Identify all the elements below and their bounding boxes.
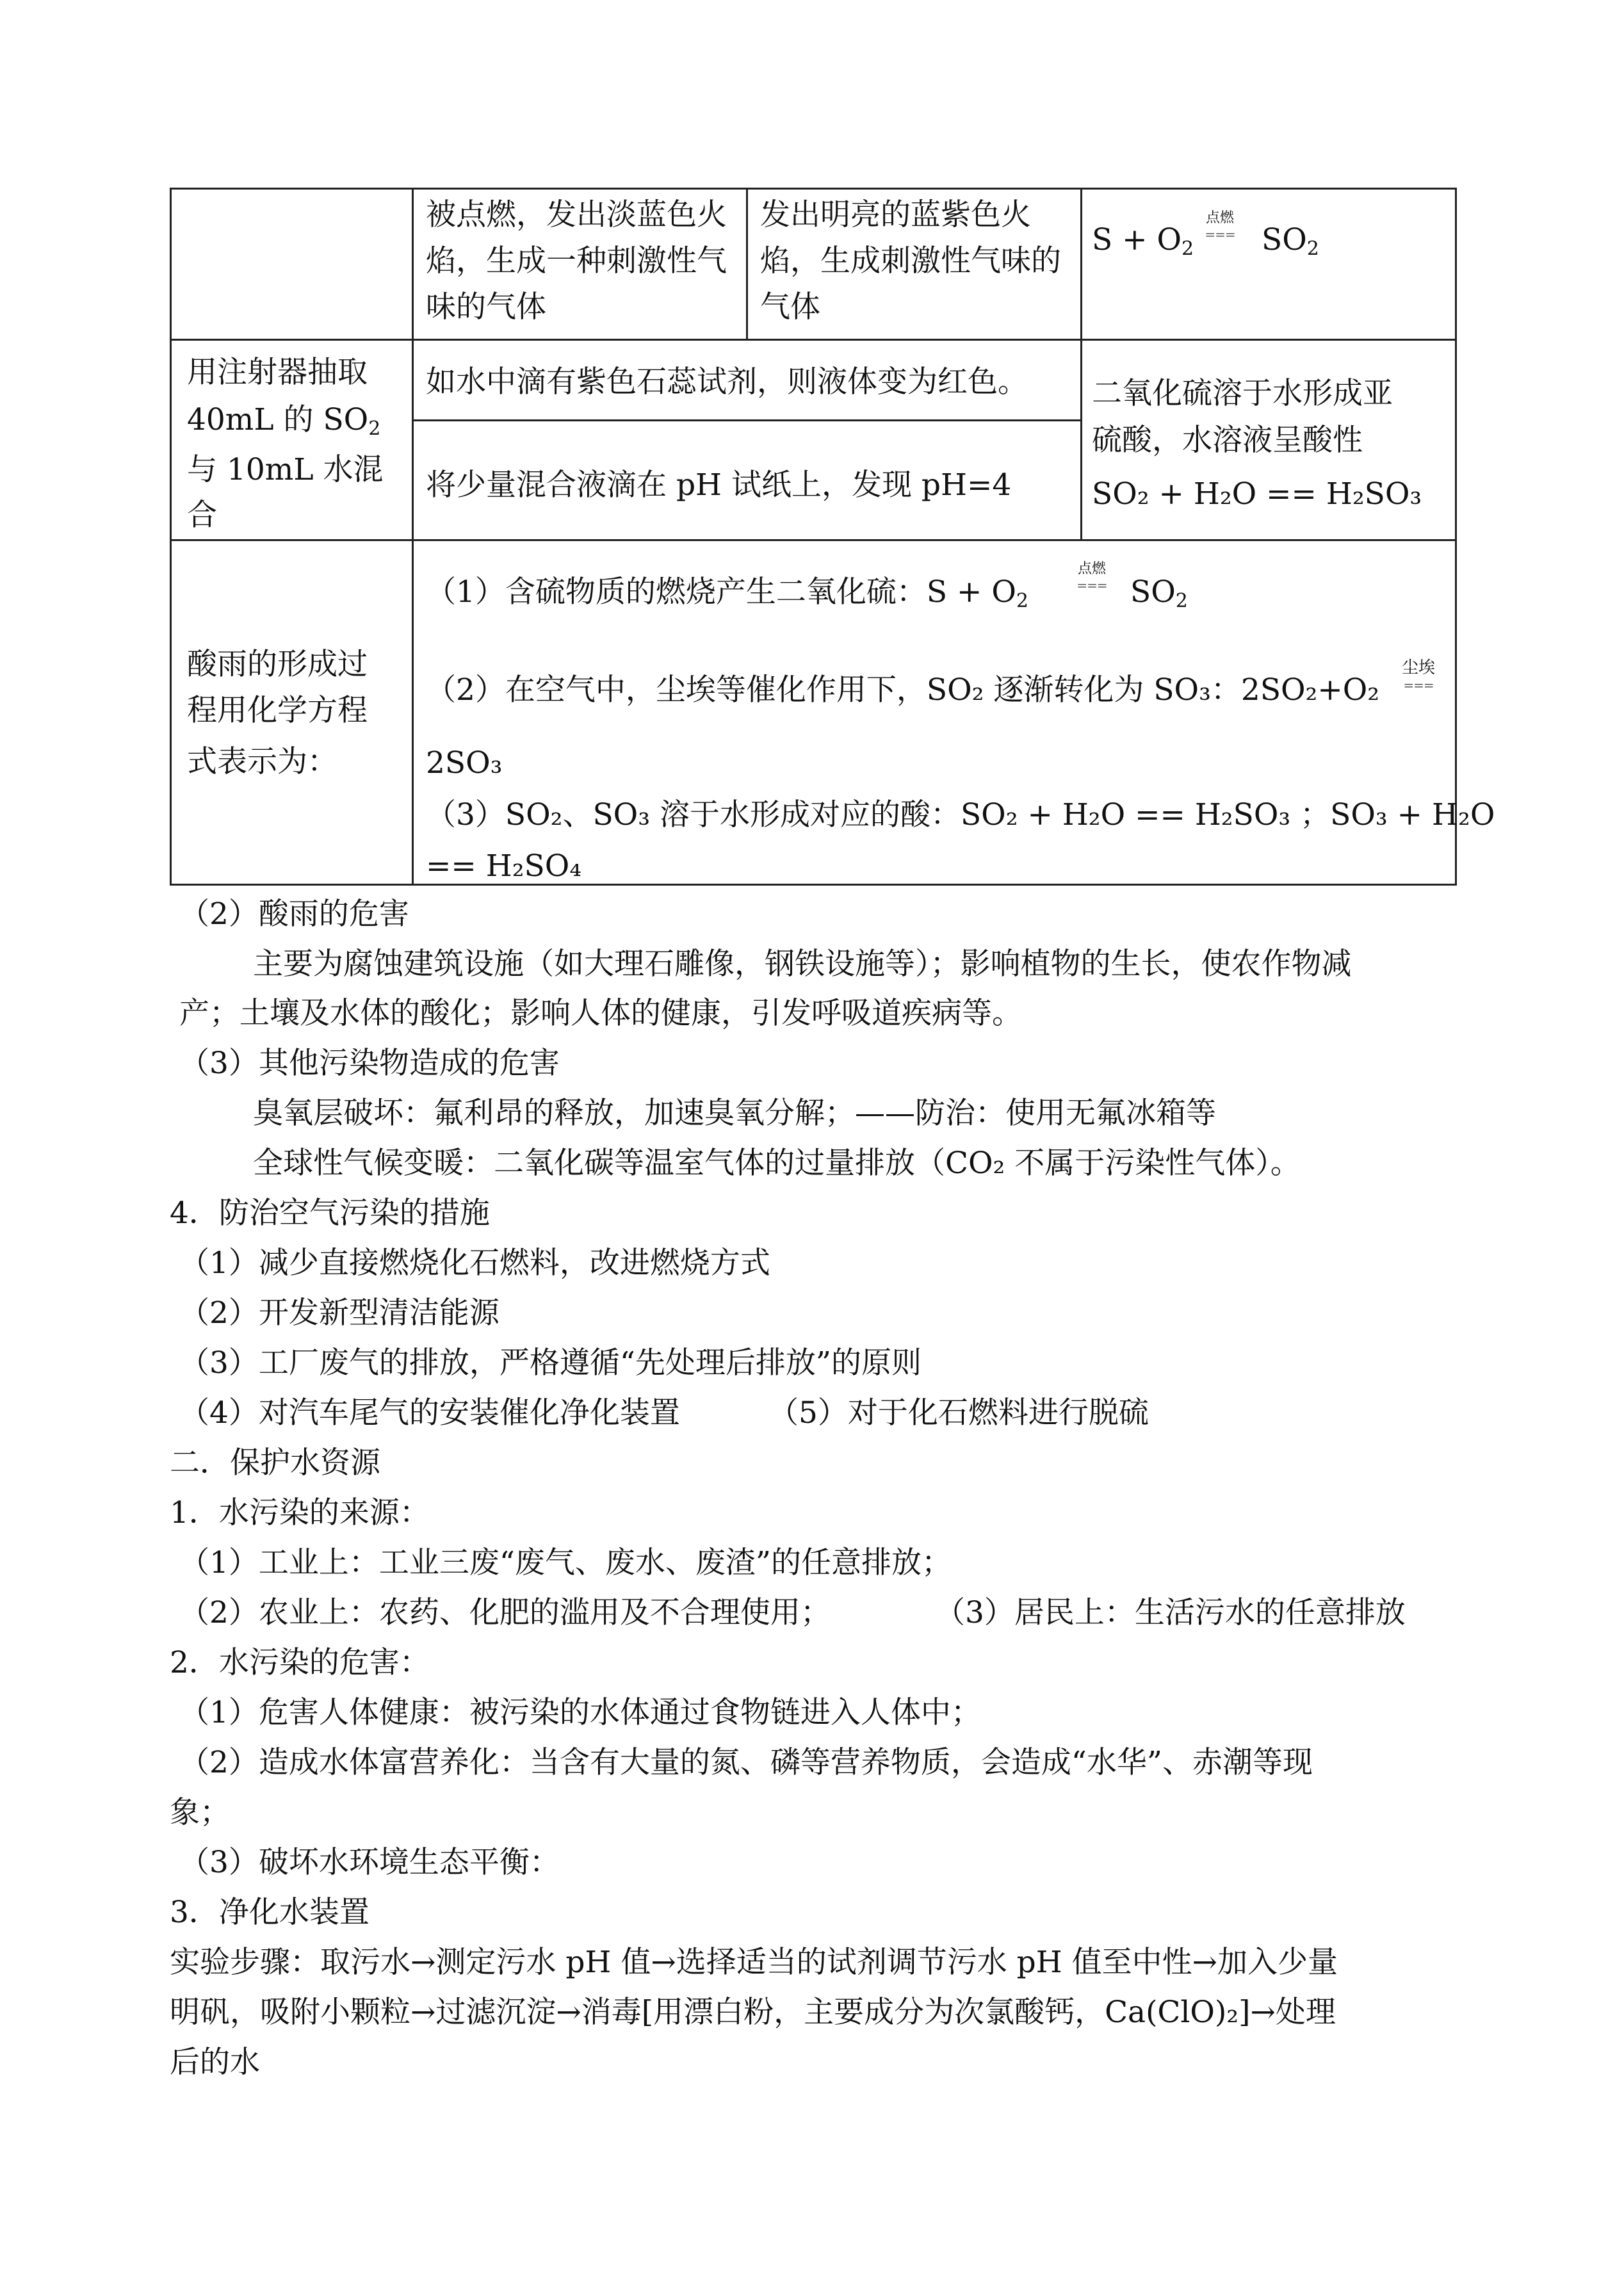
measure-4: （4）对汽车尾气的安装催化净化装置: [179, 1395, 680, 1431]
table-border-col1: [412, 188, 414, 886]
source-industry: （1）工业上：工业三废“废气、废水、废渣”的任意排放；: [179, 1545, 952, 1580]
row1-eq-left: S + O: [1092, 222, 1181, 257]
row2-col1-c: 与 10mL 水混: [187, 452, 384, 487]
row3-label-b: 程用化学方程: [187, 693, 368, 728]
row3-step1: [426, 573, 1028, 612]
row3-step1-condition: [1073, 562, 1111, 592]
row3-step1-cond-text: 点燃: [1077, 561, 1106, 577]
table-border-left: [170, 188, 172, 886]
table-border-row2-mid: [412, 419, 1082, 421]
row3-step1-right: [1130, 573, 1188, 612]
heading-water-purification: 3．净化水装置: [170, 1895, 369, 1930]
row2-observation-1: 如水中滴有紫色石蕊试剂，则液体变为红色。: [426, 364, 1028, 400]
heading-air-pollution-measures: 4．防治空气污染的措施: [170, 1196, 490, 1231]
measure-2: （2）开发新型清洁能源: [179, 1295, 499, 1331]
table-border-col3: [1080, 188, 1082, 540]
section-other-pollutants: （3）其他污染物造成的危害: [179, 1046, 560, 1081]
paragraph-global-warming: 全球性气候变暖：二氧化碳等温室气体的过量排放（CO₂ 不属于污染性气体）。: [253, 1146, 1301, 1181]
harm-health: （1）危害人体健康：被污染的水体通过食物链进入人体中；: [179, 1695, 981, 1730]
row1-eq-sign: ===: [1205, 227, 1235, 242]
heading-protect-water: 二．保护水资源: [170, 1445, 380, 1480]
section-acid-rain-harm: （2）酸雨的危害: [179, 896, 409, 932]
row3-step2: （2）在空气中，尘埃等催化作用下，SO₂ 逐渐转化为 SO₃：2SO₂+O₂: [426, 672, 1380, 708]
row3-step1-text: （1）含硫物质的燃烧产生二氧化硫：S + O: [426, 574, 1016, 610]
row1-eq-condition: [1201, 211, 1239, 241]
row1-eq-left-sub: 2: [1181, 238, 1194, 260]
row2-col1-d: 合: [187, 498, 217, 533]
table-border-row2: [170, 539, 1457, 541]
measure-1: （1）减少直接燃烧化石燃料，改进燃烧方式: [179, 1245, 770, 1281]
row3-step1-right-sub: 2: [1175, 590, 1188, 612]
harm-ecology: （3）破坏水环境生态平衡：: [179, 1845, 560, 1880]
row1-eq-cond-text: 点燃: [1205, 210, 1234, 226]
heading-water-pollution-harm: 2．水污染的危害：: [170, 1645, 430, 1680]
row3-step3: （3）SO₂、SO₃ 溶于水形成对应的酸：SO₂ + H₂O == H₂SO₃ ；SO₃ + H₂O: [426, 797, 1495, 832]
harm-eutrophication: （2）造成水体富营养化：当含有大量的氮、磷等营养物质，会造成“水华”、赤潮等现: [179, 1745, 1313, 1780]
row3-step3-cont: == H₂SO₄: [426, 848, 582, 884]
row1-col2-cell: 被点燃，发出淡蓝色火焰，生成一种刺激性气味的气体: [426, 197, 727, 325]
row2-col1-b-text: 40mL 的 SO: [187, 402, 369, 437]
row1-eq-right: [1262, 221, 1319, 259]
table-border-top: [170, 188, 1457, 190]
row2-conclusion-a: 二氧化硫溶于水形成亚: [1092, 376, 1393, 411]
row2-col1-b: [187, 401, 380, 439]
source-agriculture: （2）农业上：农药、化肥的滥用及不合理使用；: [179, 1595, 831, 1630]
row2-conclusion-b: 硫酸，水溶液呈酸性: [1092, 423, 1363, 458]
paragraph-acid-rain-harm-1: 主要为腐蚀建筑设施（如大理石雕像，钢铁设施等）；影响植物的生长，使农作物减: [253, 946, 1352, 982]
measure-3: （3）工厂废气的排放，严格遵循“先处理后排放”的原则: [179, 1345, 922, 1381]
paragraph-acid-rain-harm-2: 产；土壤及水体的酸化；影响人体的健康，引发呼吸道疾病等。: [179, 996, 1022, 1031]
row3-label-c: 式表示为：: [187, 744, 337, 779]
paragraph-ozone: 臭氧层破坏：氟利昂的释放，加速臭氧分解；——防治：使用无氟冰箱等: [253, 1096, 1216, 1131]
row3-label-a: 酸雨的形成过: [187, 647, 368, 682]
row3-step2-condition: [1399, 660, 1438, 692]
table-border-row1: [170, 339, 1457, 341]
purification-steps-3: 后的水: [170, 2045, 260, 2080]
measure-5: （5）对于化石燃料进行脱硫: [768, 1395, 1149, 1431]
table-border-bottom: [170, 884, 1457, 886]
purification-steps-1: 实验步骤：取污水→测定污水 pH 值→选择适当的试剂调节污水 pH 值至中性→加入少量: [170, 1945, 1338, 1980]
row3-step1-right-text: SO: [1130, 574, 1176, 610]
row2-conclusion-eq: SO₂ + H₂O == H₂SO₃: [1092, 476, 1422, 512]
row1-equation: [1092, 221, 1194, 259]
row1-eq-right-text: SO: [1262, 222, 1307, 257]
row2-col1-a: 用注射器抽取: [187, 355, 368, 390]
row3-step2-cond-text: 尘埃: [1401, 658, 1435, 677]
row3-step2-result: 2SO₃: [426, 745, 503, 781]
row2-col1-b-sub: 2: [368, 418, 381, 440]
table-border-right: [1455, 188, 1457, 886]
purification-steps-2: 明矾，吸附小颗粒→过滤沉淀→消毒[用漂白粉，主要成分为次氯酸钙，Ca(ClO)₂]→处理: [170, 1995, 1336, 2030]
harm-eutrophication-cont: 象；: [170, 1795, 230, 1830]
row3-step2-sign: ===: [1403, 677, 1434, 693]
row1-eq-right-sub: 2: [1306, 238, 1319, 260]
row1-col3-cell: 发出明亮的蓝紫色火焰，生成刺激性气味的气体: [760, 197, 1061, 325]
row3-step1-sub: 2: [1016, 590, 1028, 612]
row3-step1-sign: ===: [1076, 578, 1107, 593]
row2-observation-2: 将少量混合液滴在 pH 试纸上，发现 pH=4: [426, 467, 1012, 503]
table-border-col2: [746, 188, 748, 340]
source-residents: （3）居民上：生活污水的任意排放: [935, 1595, 1406, 1630]
heading-water-pollution-sources: 1．水污染的来源：: [170, 1495, 430, 1530]
